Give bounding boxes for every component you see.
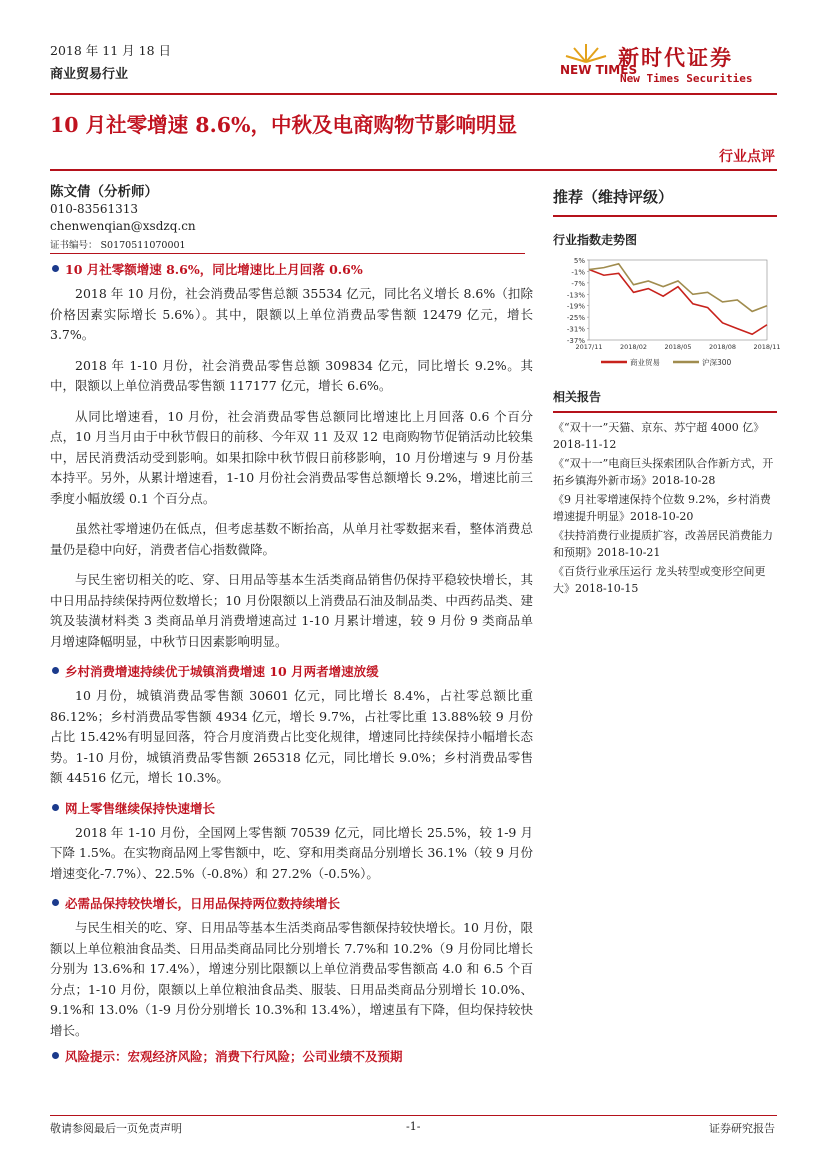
section-heading: 风险提示：宏观经济风险；消费下行风险；公司业绩不及预期 [50, 1047, 533, 1067]
legend-label: 沪深300 [702, 358, 732, 367]
y-tick-label: -1% [571, 268, 585, 277]
paragraph: 2018 年 10 月份，社会消费品零售总额 35534 亿元，同比名义增长 8.6%（扣除价格因素实际增长 5.6%）。其中，限额以上单位消费品零售额 12479 亿元，增长 3.7%。 [50, 286, 533, 342]
analyst-email[interactable]: chenwenqian@xsdzq.cn [50, 219, 196, 233]
section-heading: 网上零售继续保持快速增长 [50, 799, 533, 819]
title-divider [50, 169, 777, 171]
bullet-icon [52, 667, 59, 674]
page-title: 10 月社零增速 8.6%，中秋及电商购物节影响明显 [50, 113, 517, 137]
y-tick-label: -31% [566, 325, 585, 334]
bullet-icon [52, 804, 59, 811]
footer-divider [50, 1115, 777, 1116]
section [50, 1047, 533, 1067]
top-divider [50, 93, 777, 95]
related-report[interactable]: 《9 月社零增速保持个位数 9.2%，乡村消费增速提升明显》2018-10-20 [553, 493, 771, 523]
paragraph: 与民生相关的吃、穿、日用品等基本生活类商品零售额保持较快增长。10 月份，限额以上单位粮油食品类、日用品类商品同比分别增长 7.7%和 10.2%（9 月份同比增长分别为 13.6%和 17.4%），增速分别比限额以上单位消费品零售额高 4.0 和 6.5 个百分点；1-10 月份，限额以上单位粮油食品类、服装、日用品类商品分别增长 10.0%、9.1%和 13.0%（1-9 月份分别增长 10.3%和 13.4%），增速虽有下降，但均保持较快增长。 [50, 920, 533, 1038]
footer-disclaimer[interactable]: 敬请参阅最后一页免责声明 [50, 1122, 182, 1135]
section [50, 799, 533, 885]
index-trend-chart [553, 254, 781, 374]
section [50, 260, 533, 652]
logo-cn-text: 新时代证券 [618, 45, 733, 70]
paragraph: 虽然社零增速仍在低点，但考虑基数不断抬高，从单月社零数据来看，整体消费总量仍是稳中向好，消费者信心指数微降。 [50, 521, 533, 557]
x-tick-label: 2018/05 [664, 343, 692, 351]
x-tick-label: 2017/11 [575, 343, 603, 351]
section [50, 662, 533, 789]
report-date: 2018 年 11 月 18 日 [50, 43, 171, 58]
x-tick-label: 2018/02 [619, 343, 648, 351]
rating: 推荐（维持评级） [553, 188, 674, 206]
industry-name: 商业贸易行业 [50, 67, 129, 82]
logo-mark-icon [556, 42, 638, 92]
related-divider [553, 411, 777, 413]
analyst-license: 证书编号： S0170511070001 [50, 240, 186, 251]
main-content [50, 260, 533, 1071]
bullet-icon [52, 265, 59, 272]
y-tick-label: -25% [566, 314, 585, 323]
related-report[interactable]: 《扶持消费行业提质扩容，改善居民消费能力和预期》2018-10-21 [553, 529, 773, 559]
page-number: -1- [406, 1120, 421, 1133]
analyst-name: 陈文倩（分析师） [50, 184, 158, 200]
footer-label: 证券研究报告 [709, 1122, 775, 1135]
paragraph: 2018 年 1-10 月份，社会消费品零售总额 309834 亿元，同比增长 9.2%。其中，限额以上单位消费品零售额 117177 亿元，增长 6.6%。 [50, 357, 533, 393]
y-tick-label: -37% [566, 337, 585, 345]
section-heading: 乡村消费增速持续优于城镇消费增速 10 月两者增速放缓 [50, 662, 533, 682]
bullet-icon [52, 899, 59, 906]
bullet-icon [52, 1052, 59, 1059]
company-logo [556, 42, 776, 94]
y-tick-label: 5% [573, 257, 585, 265]
x-tick-label: 2018/08 [708, 343, 737, 351]
plot-frame [589, 260, 767, 340]
y-tick-label: -7% [571, 279, 585, 288]
section [50, 894, 533, 1041]
sidebar [553, 186, 781, 599]
report-type: 行业点评 [719, 149, 775, 165]
chart-title: 行业指数走势图 [553, 233, 638, 247]
analyst-phone: 010-83561313 [50, 202, 139, 216]
paragraph: 10 月份，城镇消费品零售额 30601 亿元，同比增长 8.4%，占社零总额比重 86.12%；乡村消费品零售额 4934 亿元，增长 9.7%，占社零比重 13.88%较 9 月份占比 15.42%有明显回落，符合月度消费占比变化规律，增速同比持续保持小幅增长态势。1-10 月份，城镇消费品零售额 265318 亿元，同比增长 9.0%；乡村消费品零售额 44516 亿元，增长 10.3%。 [50, 688, 533, 785]
paragraph: 2018 年 1-10 月份，全国网上零售额 70539 亿元，同比增长 25.5%，较 1-9 月下降 1.5%。在实物商品网上零售额中，吃、穿和用类商品分别增长 36.1%（较 9 月份增速变化-7.7%）、22.5%（-0.8%）和 27.2%（-0.5%）。 [50, 824, 533, 881]
logo-mark-text: NEW TIMES [560, 63, 638, 77]
related-report[interactable]: 《“双十一”电商巨头探索团队合作新方式，开拓乡镇海外新市场》2018-10-28 [553, 457, 774, 487]
y-tick-label: -19% [566, 302, 585, 311]
legend-label: 商业贸易 [630, 358, 660, 367]
paragraph: 从同比增速看，10 月份，社会消费品零售总额同比增速比上月回落 0.6 个百分点，10 月当月由于中秋节假日的前移、今年双 11 及双 12 电商购物节促销活动比较集中，居民消费活动受到影响。如果扣除中秋节假日前移影响，10 月份增速与 9 月份基本持平。另外，从累计增速看，1-10 月份社会消费品零售总额增长 9.2%，增速比前三季度小幅放缓 0.1 个百分点。 [50, 408, 533, 506]
x-tick-label: 2018/11 [753, 343, 781, 351]
logo-en-text: New Times Securities [620, 72, 753, 85]
related-report[interactable]: 《“双十一”天猫、京东、苏宁超 4000 亿》2018-11-12 [553, 421, 765, 451]
rating-divider [553, 215, 777, 217]
analyst-divider [50, 253, 525, 254]
y-tick-label: -13% [566, 291, 585, 300]
related-report[interactable]: 《百货行业承压运行 龙头转型或变形空间更大》2018-10-15 [553, 565, 766, 595]
analyst-block [50, 184, 525, 254]
section-heading: 10 月社零额增速 8.6%，同比增速比上月回落 0.6% [50, 260, 533, 280]
related-title: 相关报告 [553, 390, 602, 404]
paragraph: 与民生密切相关的吃、穿、日用品等基本生活类商品销售仍保持平稳较快增长，其中日用品持续保持两位数增长；10 月份限额以上消费品石油及制品类、中西药品类、建筑及装潢材料类 3 类商品单月消费增速高过 1-10 月累计增速，较 9 月份 9 类商品单月增速降幅明显，中秋节日因素影响明显。 [50, 572, 533, 649]
section-heading: 必需品保持较快增长，日用品保持两位数持续增长 [50, 894, 533, 914]
